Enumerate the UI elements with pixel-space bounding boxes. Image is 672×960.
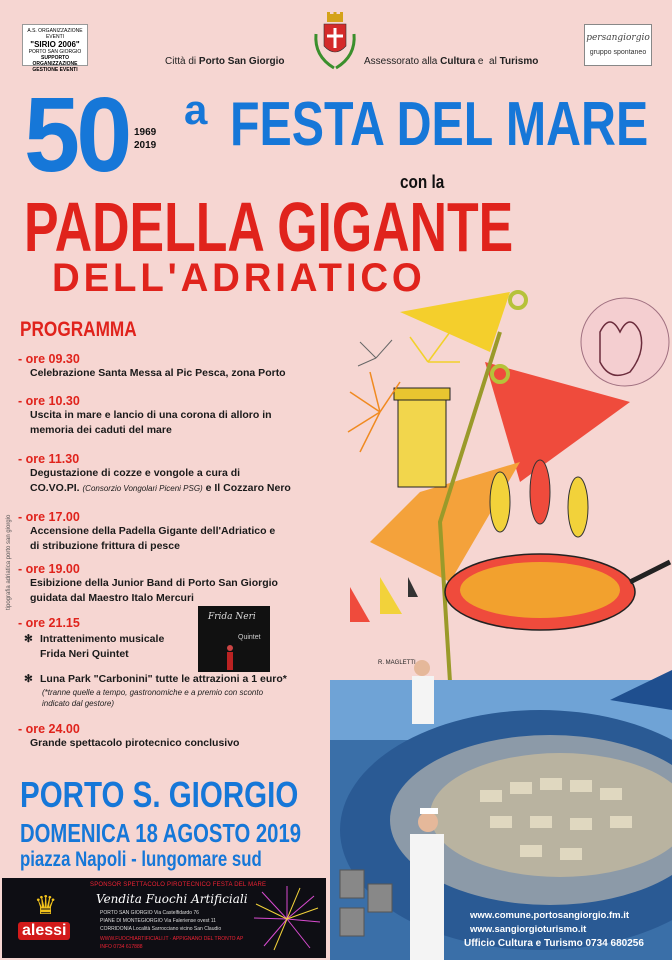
- printer-credit: tipografia adriatica porto san giorgio: [6, 514, 12, 610]
- sirio-logo-line1: A.S. ORGANIZZAZIONE EVENTI: [27, 28, 83, 40]
- anniversary-ordinal: a: [184, 86, 208, 133]
- event-desc-2: [18, 481, 348, 496]
- sub-event-lunapark: [24, 672, 287, 687]
- assessorato-mid: e al: [475, 56, 500, 67]
- event-time: - ore 11.30: [18, 452, 80, 466]
- city-prefix: Città di: [165, 56, 199, 67]
- anniversary-number: 50: [24, 76, 129, 194]
- asterisk-icon: ✻: [24, 673, 33, 685]
- note-line2: indicato dal gestore): [42, 699, 115, 708]
- persangiorgio-caption: gruppo spontaneo: [589, 49, 647, 56]
- event-0930: [18, 352, 348, 381]
- place-name: PORTO S. GIORGIO: [20, 774, 299, 815]
- assessorato-prefix: Assessorato alla: [364, 56, 441, 67]
- event-desc: Accensione della Padella Gigante dell'Adriatico e: [30, 525, 276, 537]
- city-label: [165, 56, 284, 67]
- event-time: - ore 24.00: [18, 722, 80, 736]
- event-desc: Grande spettacolo pirotecnico conclusivo: [30, 737, 240, 749]
- anniversary-years: [134, 126, 156, 152]
- event-desc: di stribuzione frittura di pesce: [30, 540, 180, 552]
- city-crest-icon: [312, 12, 358, 74]
- event-time: - ore 17.00: [18, 510, 80, 524]
- sub-event-lunapark-text: Luna Park "Carbonini" tutte le attrazioni a 1 euro*: [40, 673, 287, 685]
- jester-icon: ♛: [34, 890, 58, 920]
- sub-event-music: [24, 632, 164, 662]
- event-location: piazza Napoli - lungomare sud: [20, 848, 262, 871]
- note-line1: (*tranne quelle a tempo, gastronomiche e a premio con sconto: [42, 688, 264, 697]
- program-heading: PROGRAMMA: [20, 318, 137, 341]
- sirio-logo: [22, 24, 88, 73]
- year-end: 2019: [134, 140, 157, 151]
- event-1030: [18, 394, 348, 438]
- sponsor-banner: [2, 878, 326, 958]
- sirio-logo-line2: PORTO SAN GIORGIO: [28, 49, 82, 55]
- persangiorgio-logo: [584, 24, 652, 66]
- frida-script: Frida Neri: [208, 612, 256, 622]
- frida-sub: Quintet: [238, 634, 261, 641]
- event-desc: memoria dei caduti del mare: [30, 424, 172, 436]
- event-1130: [18, 452, 348, 496]
- assessorato-turismo: Turismo: [499, 56, 539, 67]
- con-la-text: con la: [400, 172, 445, 192]
- event-desc: Celebrazione Santa Messa al Pic Pesca, zona Porto: [30, 367, 286, 379]
- frida-neri-photo: [198, 606, 270, 672]
- city-name: Porto San Giorgio: [198, 56, 285, 67]
- event-1700: [18, 510, 348, 554]
- event-time: - ore 09.30: [18, 352, 80, 366]
- alessi-logo: alessi: [18, 922, 70, 940]
- website-turismo-link[interactable]: www.sangiorgioturismo.it: [470, 924, 587, 935]
- covopi-end: e Il Cozzaro Nero: [202, 482, 291, 494]
- padella-title: PADELLA GIGANTE: [24, 188, 514, 266]
- sub-event-music-line2: Frida Neri Quintet: [40, 648, 129, 660]
- sub-event-music-line1: Intrattenimento musicale: [40, 633, 165, 645]
- covopi-note: (Consorzio Vongolari Piceni PSG): [82, 484, 203, 493]
- event-time: - ore 19.00: [18, 562, 80, 576]
- asterisk-icon: ✻: [24, 633, 33, 645]
- event-1900: [18, 562, 348, 606]
- festival-illustration: [340, 292, 672, 692]
- sirio-logo-name: "SIRIO 2006": [30, 40, 80, 49]
- event-desc: guidata dal Maestro Italo Mercuri: [30, 592, 194, 604]
- website-comune-link[interactable]: www.comune.portosangiorgio.fm.it: [470, 910, 630, 921]
- sponsor-heading: SPONSOR SPETTACOLO PIROTECNICO FESTA DEL MARE: [90, 882, 267, 888]
- festa-title: FESTA DEL MARE: [230, 90, 649, 159]
- event-desc: Degustazione di cozze e vongole a cura di: [30, 467, 241, 479]
- event-2400: [18, 722, 348, 751]
- singer-figure-icon: [224, 644, 236, 670]
- assessorato-label: [364, 56, 538, 67]
- fireworks-icon: [252, 884, 322, 954]
- event-desc: Uscita in mare e lancio di una corona di alloro in: [30, 409, 272, 421]
- ufficio-contact: Ufficio Cultura e Turismo 0734 680256: [464, 938, 644, 949]
- sirio-logo-line3: SUPPORTO ORGANIZZAZIONE GESTIONE EVENTI: [32, 55, 78, 73]
- yellow-flag-shape: [400, 292, 510, 352]
- lunapark-note: [42, 687, 263, 709]
- persangiorgio-script: persangiorgio: [586, 33, 650, 43]
- sponsor-address-2: PIANE DI MONTEGIORGIO Via Faleriense ovest 11: [100, 918, 216, 924]
- sponsor-website: WWW.FUOCHIARTIFICIALI.IT · APPIGNANO DEL TRONTO AP: [100, 936, 244, 942]
- assessorato-cultura: Cultura: [440, 56, 476, 67]
- covopi-text: CO.VO.PI.: [30, 482, 83, 494]
- year-start: 1969: [134, 127, 157, 138]
- sponsor-phone: INFO 0734 617888: [100, 944, 143, 950]
- sponsor-address-1: PORTO SAN GIORGIO Via Castelfidardo 76: [100, 910, 199, 916]
- event-desc: Esibizione della Junior Band di Porto San Giorgio: [30, 577, 278, 589]
- event-date: DOMENICA 18 AGOSTO 2019: [20, 818, 302, 848]
- artist-signature: R. MAGLETTI: [378, 660, 416, 666]
- sponsor-address-3: CORRIDONIA Località Sarrocciano vicino San Claudio: [100, 926, 222, 932]
- event-time: - ore 21.15: [18, 616, 80, 630]
- adriatico-title: DELL'ADRIATICO: [52, 256, 426, 300]
- event-time: - ore 10.30: [18, 394, 80, 408]
- sponsor-vendita: Vendita Fuochi Artificiali: [96, 892, 248, 906]
- event-2115: [18, 616, 348, 630]
